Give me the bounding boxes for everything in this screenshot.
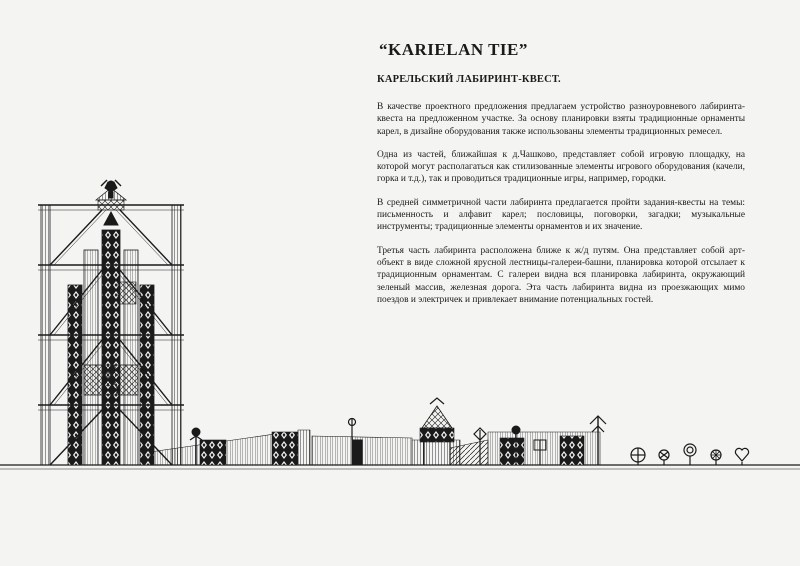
paragraph-4: Третья часть лабиринта расположена ближе к ж/д путям. Она представляет собой арт-объект в виде сложной ярусной лестницы-галереи-башни, планировка которой отсылает к традиционным орнаментам. С галереи видна вся планировка лабиринта, окружающий зеленый массив, железная дорога. Эта часть лабиринта видна из проезжающих мимо поездов и электричек и привлекает внимание потенциальных гостей.	[377, 245, 745, 305]
project-title: “KARIELAN TIE”	[379, 40, 528, 59]
ground-line	[0, 465, 800, 469]
paragraph-3: В средней симметричной части лабиринта предлагается пройти задания-квесты на темы: письменность и алфавит карел; пословицы, поговорки, загадки; музыкальные инструменты; традиционные элементы орнаментов и их значение.	[377, 197, 745, 233]
fence-panels	[150, 430, 600, 465]
round-signs	[631, 444, 749, 465]
project-subtitle: КАРЕЛЬСКИЙ ЛАБИРИНТ-КВЕСТ.	[377, 74, 561, 85]
paragraph-2: Одна из частей, ближайшая к д.Чашково, представляет собой игровую площадку, на которой могут располагаться как стилизованные элементы игрового оборудования (качели, горка и т.д.), так и проводиться традиционные игры, например, городки.	[377, 149, 745, 185]
tower-elevation	[38, 188, 184, 465]
paragraph-1: В качестве проектного предложения предлагаем устройство разноуровневого лабиринта-квеста на предложенном участке. За основу планировки взяты традиционные орнаменты карел, в дизайне оборудования также использованы элементы традиционных ремесел.	[377, 102, 745, 137]
